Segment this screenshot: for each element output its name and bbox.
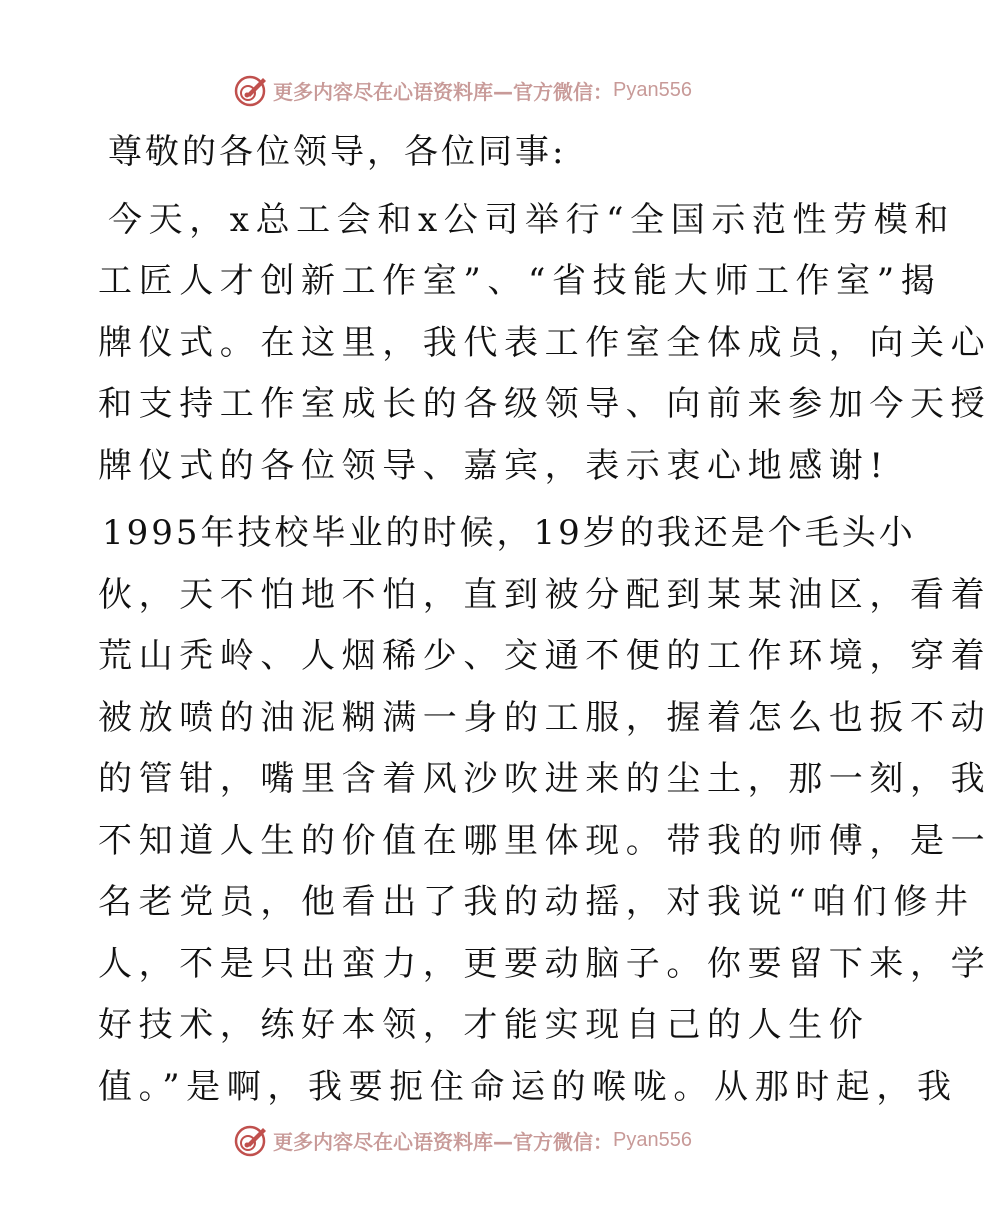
paragraph-line: 值。”是啊，我要扼住命运的喉咙。从那时起，我	[98, 1066, 958, 1107]
watermark-text: 更多内容尽在心语资料库—官方微信：	[273, 1129, 613, 1154]
watermark-wechat-id: Pyan556	[613, 78, 692, 101]
brush-logo-icon	[233, 1122, 269, 1158]
document-body	[98, 122, 991, 1118]
watermark-footer	[233, 1120, 692, 1160]
paragraph-line: 牌仪式。在这里，我代表工作室全体成员，向关心	[98, 322, 991, 363]
paragraph-line: 今天，x总工会和x公司举行“全国示范性劳模和	[108, 199, 955, 240]
paragraph-line: 1995年技校毕业的时候，19岁的我还是个毛头小	[102, 513, 916, 553]
watermark-text: 更多内容尽在心语资料库—官方微信：	[273, 79, 613, 104]
paragraph-line: 被放喷的油泥糊满一身的工服，握着怎么也扳不动	[98, 697, 991, 738]
paragraph-2	[98, 503, 991, 1118]
paragraph-line: 伙，天不怕地不怕，直到被分配到某某油区，看着	[98, 574, 991, 615]
watermark-wechat-id: Pyan556	[613, 1128, 692, 1151]
paragraph-line: 荒山秃岭、人烟稀少、交通不便的工作环境，穿着	[98, 636, 991, 676]
paragraph-line: 和支持工作室成长的各级领导、向前来参加今天授	[98, 384, 991, 424]
paragraph-line: 的管钳，嘴里含着风沙吹进来的尘土，那一刻，我	[98, 759, 991, 799]
paragraph-line: 不知道人生的价值在哪里体现。带我的师傅，是一	[98, 820, 991, 861]
brush-logo-icon	[233, 72, 269, 108]
paragraph-1	[98, 190, 991, 498]
watermark-header	[233, 70, 692, 110]
greeting-line: 尊敬的各位领导，各位同事:	[108, 132, 567, 172]
paragraph-line: 人，不是只出蛮力，更要动脑子。你要留下来，学	[98, 943, 991, 984]
paragraph-line: 牌仪式的各位领导、嘉宾，表示衷心地感谢!	[98, 445, 890, 486]
paragraph-line: 工匠人才创新工作室”、“省技能大师工作室”揭	[98, 261, 942, 301]
paragraph-line: 好技术，练好本领，才能实现自己的人生价	[98, 1005, 870, 1045]
paragraph-line: 名老党员，他看出了我的动摇，对我说“咱们修井	[98, 882, 975, 922]
